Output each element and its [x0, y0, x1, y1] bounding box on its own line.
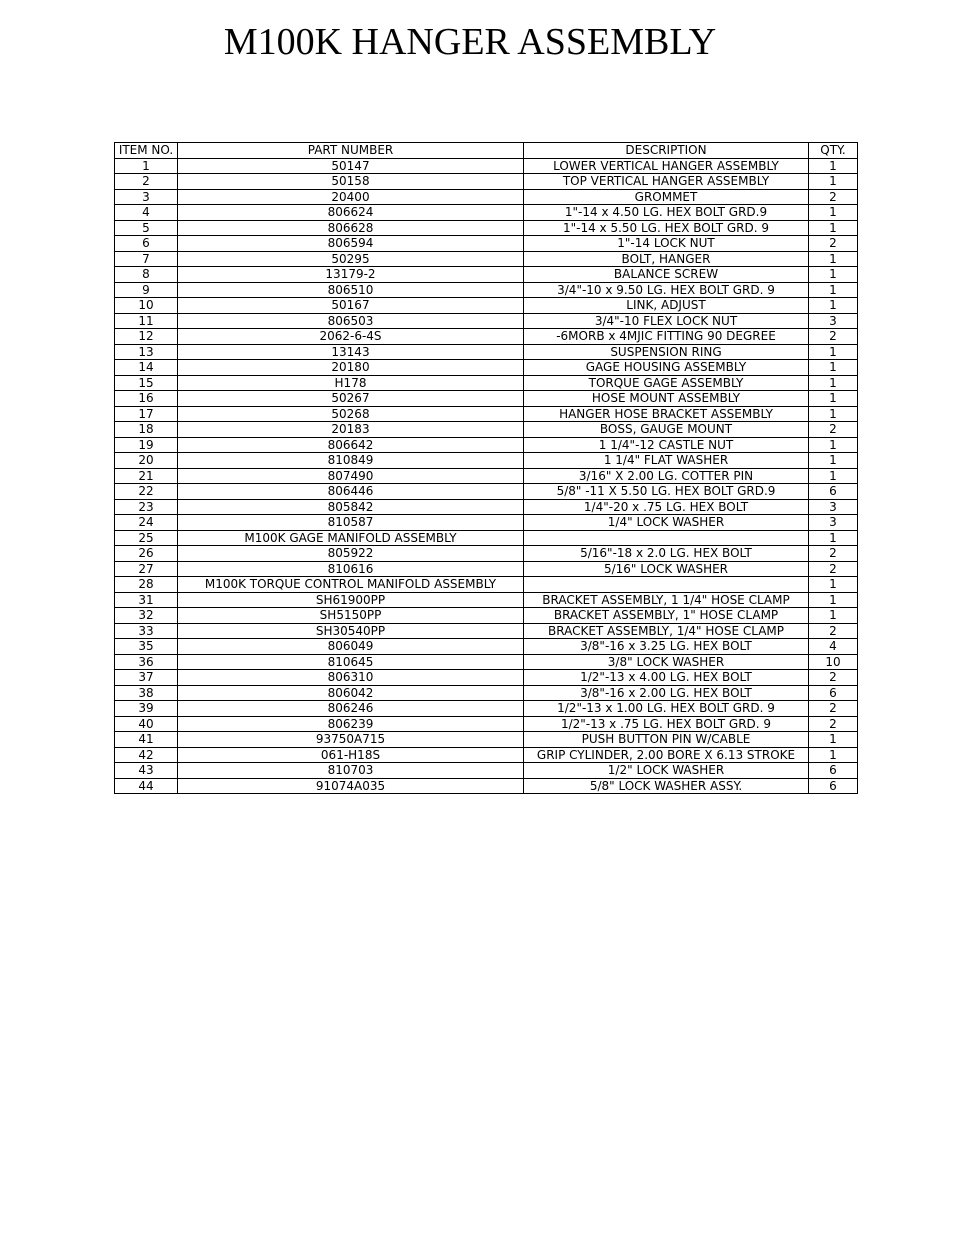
cell-item-no: 33 [115, 623, 178, 639]
table-row [115, 639, 858, 655]
cell-part-number: 810616 [178, 561, 524, 577]
cell-part-number: 50158 [178, 174, 524, 190]
table-row [115, 747, 858, 763]
cell-qty: 1 [809, 592, 858, 608]
cell-qty: 2 [809, 670, 858, 686]
cell-qty: 1 [809, 360, 858, 376]
cell-qty: 1 [809, 251, 858, 267]
table-row [115, 158, 858, 174]
cell-item-no: 12 [115, 329, 178, 345]
table-row [115, 189, 858, 205]
cell-part-number: 810703 [178, 763, 524, 779]
cell-qty: 1 [809, 220, 858, 236]
table-row [115, 732, 858, 748]
cell-qty: 2 [809, 623, 858, 639]
table-row [115, 422, 858, 438]
cell-item-no: 35 [115, 639, 178, 655]
table-row [115, 344, 858, 360]
cell-qty: 2 [809, 561, 858, 577]
table-row [115, 592, 858, 608]
cell-description: LOWER VERTICAL HANGER ASSEMBLY [524, 158, 809, 174]
cell-part-number: 806594 [178, 236, 524, 252]
table-row [115, 267, 858, 283]
cell-part-number: 93750A715 [178, 732, 524, 748]
cell-qty: 2 [809, 701, 858, 717]
cell-item-no: 39 [115, 701, 178, 717]
cell-item-no: 40 [115, 716, 178, 732]
cell-item-no: 32 [115, 608, 178, 624]
cell-qty: 1 [809, 406, 858, 422]
table-row [115, 298, 858, 314]
cell-item-no: 3 [115, 189, 178, 205]
cell-item-no: 6 [115, 236, 178, 252]
cell-description: 5/8" -11 X 5.50 LG. HEX BOLT GRD.9 [524, 484, 809, 500]
cell-item-no: 26 [115, 546, 178, 562]
table-row [115, 360, 858, 376]
table-row [115, 530, 858, 546]
cell-item-no: 21 [115, 468, 178, 484]
cell-item-no: 14 [115, 360, 178, 376]
table-header-row [115, 143, 858, 159]
cell-qty: 6 [809, 763, 858, 779]
cell-part-number: 50147 [178, 158, 524, 174]
cell-item-no: 22 [115, 484, 178, 500]
cell-part-number: 806503 [178, 313, 524, 329]
cell-item-no: 25 [115, 530, 178, 546]
cell-qty: 1 [809, 747, 858, 763]
cell-description: 1 1/4" FLAT WASHER [524, 453, 809, 469]
table-row [115, 205, 858, 221]
cell-qty: 1 [809, 282, 858, 298]
cell-description: LINK, ADJUST [524, 298, 809, 314]
cell-qty: 6 [809, 685, 858, 701]
cell-item-no: 37 [115, 670, 178, 686]
cell-qty: 2 [809, 236, 858, 252]
cell-part-number: 806310 [178, 670, 524, 686]
cell-item-no: 15 [115, 375, 178, 391]
cell-description [524, 530, 809, 546]
cell-item-no: 4 [115, 205, 178, 221]
cell-qty: 1 [809, 468, 858, 484]
cell-qty: 1 [809, 608, 858, 624]
cell-qty: 1 [809, 174, 858, 190]
table-row [115, 701, 858, 717]
cell-part-number: 810645 [178, 654, 524, 670]
cell-part-number: 806049 [178, 639, 524, 655]
table-row [115, 453, 858, 469]
cell-part-number: 806239 [178, 716, 524, 732]
cell-qty: 1 [809, 437, 858, 453]
cell-description: GAGE HOUSING ASSEMBLY [524, 360, 809, 376]
cell-qty: 1 [809, 391, 858, 407]
cell-description: 3/8"-16 x 3.25 LG. HEX BOLT [524, 639, 809, 655]
cell-part-number: 806042 [178, 685, 524, 701]
cell-part-number: 806642 [178, 437, 524, 453]
cell-part-number: 810849 [178, 453, 524, 469]
cell-item-no: 19 [115, 437, 178, 453]
cell-qty: 1 [809, 375, 858, 391]
cell-description: BRACKET ASSEMBLY, 1 1/4" HOSE CLAMP [524, 592, 809, 608]
cell-item-no: 17 [115, 406, 178, 422]
cell-qty: 10 [809, 654, 858, 670]
cell-part-number: 50267 [178, 391, 524, 407]
cell-description: 1"-14 x 5.50 LG. HEX BOLT GRD. 9 [524, 220, 809, 236]
header-item-no: ITEM NO. [115, 143, 178, 159]
cell-description: TOP VERTICAL HANGER ASSEMBLY [524, 174, 809, 190]
cell-description: 3/16" X 2.00 LG. COTTER PIN [524, 468, 809, 484]
table-row [115, 577, 858, 593]
table-row [115, 282, 858, 298]
cell-part-number: 13179-2 [178, 267, 524, 283]
cell-part-number: 806628 [178, 220, 524, 236]
cell-description: HOSE MOUNT ASSEMBLY [524, 391, 809, 407]
cell-description: GRIP CYLINDER, 2.00 BORE X 6.13 STROKE [524, 747, 809, 763]
cell-description: 1"-14 LOCK NUT [524, 236, 809, 252]
cell-qty: 3 [809, 313, 858, 329]
cell-description: 3/4"-10 x 9.50 LG. HEX BOLT GRD. 9 [524, 282, 809, 298]
cell-item-no: 38 [115, 685, 178, 701]
cell-item-no: 9 [115, 282, 178, 298]
table-row [115, 391, 858, 407]
cell-description: 1/2"-13 x 4.00 LG. HEX BOLT [524, 670, 809, 686]
cell-description: BALANCE SCREW [524, 267, 809, 283]
cell-qty: 1 [809, 158, 858, 174]
cell-part-number: 13143 [178, 344, 524, 360]
cell-part-number: 805922 [178, 546, 524, 562]
cell-part-number: 810587 [178, 515, 524, 531]
cell-item-no: 41 [115, 732, 178, 748]
cell-qty: 3 [809, 499, 858, 515]
cell-description: HANGER HOSE BRACKET ASSEMBLY [524, 406, 809, 422]
cell-qty: 1 [809, 344, 858, 360]
cell-part-number: M100K TORQUE CONTROL MANIFOLD ASSEMBLY [178, 577, 524, 593]
header-qty: QTY. [809, 143, 858, 159]
cell-description: SUSPENSION RING [524, 344, 809, 360]
cell-item-no: 44 [115, 778, 178, 794]
cell-item-no: 10 [115, 298, 178, 314]
cell-part-number: 806510 [178, 282, 524, 298]
cell-part-number: 50268 [178, 406, 524, 422]
table-body [115, 158, 858, 794]
cell-item-no: 42 [115, 747, 178, 763]
table-row [115, 546, 858, 562]
cell-item-no: 1 [115, 158, 178, 174]
cell-part-number: SH30540PP [178, 623, 524, 639]
cell-qty: 2 [809, 189, 858, 205]
cell-item-no: 2 [115, 174, 178, 190]
bill-of-materials-table [114, 142, 858, 794]
table-row [115, 375, 858, 391]
cell-item-no: 18 [115, 422, 178, 438]
cell-qty: 6 [809, 778, 858, 794]
cell-part-number: H178 [178, 375, 524, 391]
cell-description: 1/4" LOCK WASHER [524, 515, 809, 531]
cell-part-number: 20183 [178, 422, 524, 438]
cell-item-no: 5 [115, 220, 178, 236]
cell-part-number: 2062-6-4S [178, 329, 524, 345]
table-row [115, 468, 858, 484]
cell-item-no: 23 [115, 499, 178, 515]
cell-part-number: 806624 [178, 205, 524, 221]
cell-description: TORQUE GAGE ASSEMBLY [524, 375, 809, 391]
table-row [115, 716, 858, 732]
cell-description: 1"-14 x 4.50 LG. HEX BOLT GRD.9 [524, 205, 809, 221]
cell-description: 1/2"-13 x 1.00 LG. HEX BOLT GRD. 9 [524, 701, 809, 717]
cell-qty: 1 [809, 577, 858, 593]
cell-part-number: 807490 [178, 468, 524, 484]
cell-qty: 4 [809, 639, 858, 655]
table-row [115, 174, 858, 190]
cell-item-no: 8 [115, 267, 178, 283]
cell-item-no: 28 [115, 577, 178, 593]
cell-description [524, 577, 809, 593]
cell-item-no: 24 [115, 515, 178, 531]
table-row [115, 685, 858, 701]
cell-part-number: SH5150PP [178, 608, 524, 624]
cell-qty: 2 [809, 329, 858, 345]
cell-qty: 1 [809, 732, 858, 748]
cell-description: 3/8"-16 x 2.00 LG. HEX BOLT [524, 685, 809, 701]
table-row [115, 484, 858, 500]
cell-item-no: 31 [115, 592, 178, 608]
cell-description: GROMMET [524, 189, 809, 205]
table-row [115, 406, 858, 422]
cell-part-number: M100K GAGE MANIFOLD ASSEMBLY [178, 530, 524, 546]
cell-item-no: 7 [115, 251, 178, 267]
cell-description: 3/8" LOCK WASHER [524, 654, 809, 670]
header-part-number: PART NUMBER [178, 143, 524, 159]
table-row [115, 236, 858, 252]
cell-qty: 2 [809, 546, 858, 562]
cell-description: 1/4"-20 x .75 LG. HEX BOLT [524, 499, 809, 515]
cell-qty: 2 [809, 422, 858, 438]
table-row [115, 437, 858, 453]
cell-description: 1/2"-13 x .75 LG. HEX BOLT GRD. 9 [524, 716, 809, 732]
cell-description: -6MORB x 4MJIC FITTING 90 DEGREE [524, 329, 809, 345]
cell-description: 5/16" LOCK WASHER [524, 561, 809, 577]
cell-description: 1 1/4"-12 CASTLE NUT [524, 437, 809, 453]
cell-part-number: 20180 [178, 360, 524, 376]
cell-qty: 1 [809, 267, 858, 283]
cell-part-number: 50167 [178, 298, 524, 314]
cell-description: BRACKET ASSEMBLY, 1/4" HOSE CLAMP [524, 623, 809, 639]
header-description: DESCRIPTION [524, 143, 809, 159]
cell-qty: 1 [809, 205, 858, 221]
cell-description: 5/16"-18 x 2.0 LG. HEX BOLT [524, 546, 809, 562]
table-row [115, 329, 858, 345]
cell-item-no: 13 [115, 344, 178, 360]
table-row [115, 251, 858, 267]
table-row [115, 623, 858, 639]
cell-qty: 2 [809, 716, 858, 732]
cell-part-number: 806446 [178, 484, 524, 500]
cell-qty: 1 [809, 453, 858, 469]
table-row [115, 561, 858, 577]
table-row [115, 654, 858, 670]
cell-description: 3/4"-10 FLEX LOCK NUT [524, 313, 809, 329]
table-row [115, 778, 858, 794]
cell-item-no: 11 [115, 313, 178, 329]
table-row [115, 499, 858, 515]
cell-part-number: 061-H18S [178, 747, 524, 763]
cell-qty: 1 [809, 298, 858, 314]
cell-item-no: 36 [115, 654, 178, 670]
cell-description: BRACKET ASSEMBLY, 1" HOSE CLAMP [524, 608, 809, 624]
cell-description: PUSH BUTTON PIN W/CABLE [524, 732, 809, 748]
cell-part-number: 806246 [178, 701, 524, 717]
cell-part-number: SH61900PP [178, 592, 524, 608]
cell-item-no: 20 [115, 453, 178, 469]
table-row [115, 313, 858, 329]
page-title: M100K HANGER ASSEMBLY [223, 21, 717, 63]
cell-description: BOLT, HANGER [524, 251, 809, 267]
cell-description: BOSS, GAUGE MOUNT [524, 422, 809, 438]
table-row [115, 608, 858, 624]
table-row [115, 670, 858, 686]
table-row [115, 220, 858, 236]
cell-part-number: 805842 [178, 499, 524, 515]
cell-description: 1/2" LOCK WASHER [524, 763, 809, 779]
cell-part-number: 91074A035 [178, 778, 524, 794]
table-row [115, 515, 858, 531]
cell-item-no: 27 [115, 561, 178, 577]
cell-part-number: 20400 [178, 189, 524, 205]
cell-part-number: 50295 [178, 251, 524, 267]
cell-qty: 1 [809, 530, 858, 546]
cell-description: 5/8" LOCK WASHER ASSY. [524, 778, 809, 794]
cell-item-no: 43 [115, 763, 178, 779]
cell-qty: 6 [809, 484, 858, 500]
cell-qty: 3 [809, 515, 858, 531]
cell-item-no: 16 [115, 391, 178, 407]
table-row [115, 763, 858, 779]
